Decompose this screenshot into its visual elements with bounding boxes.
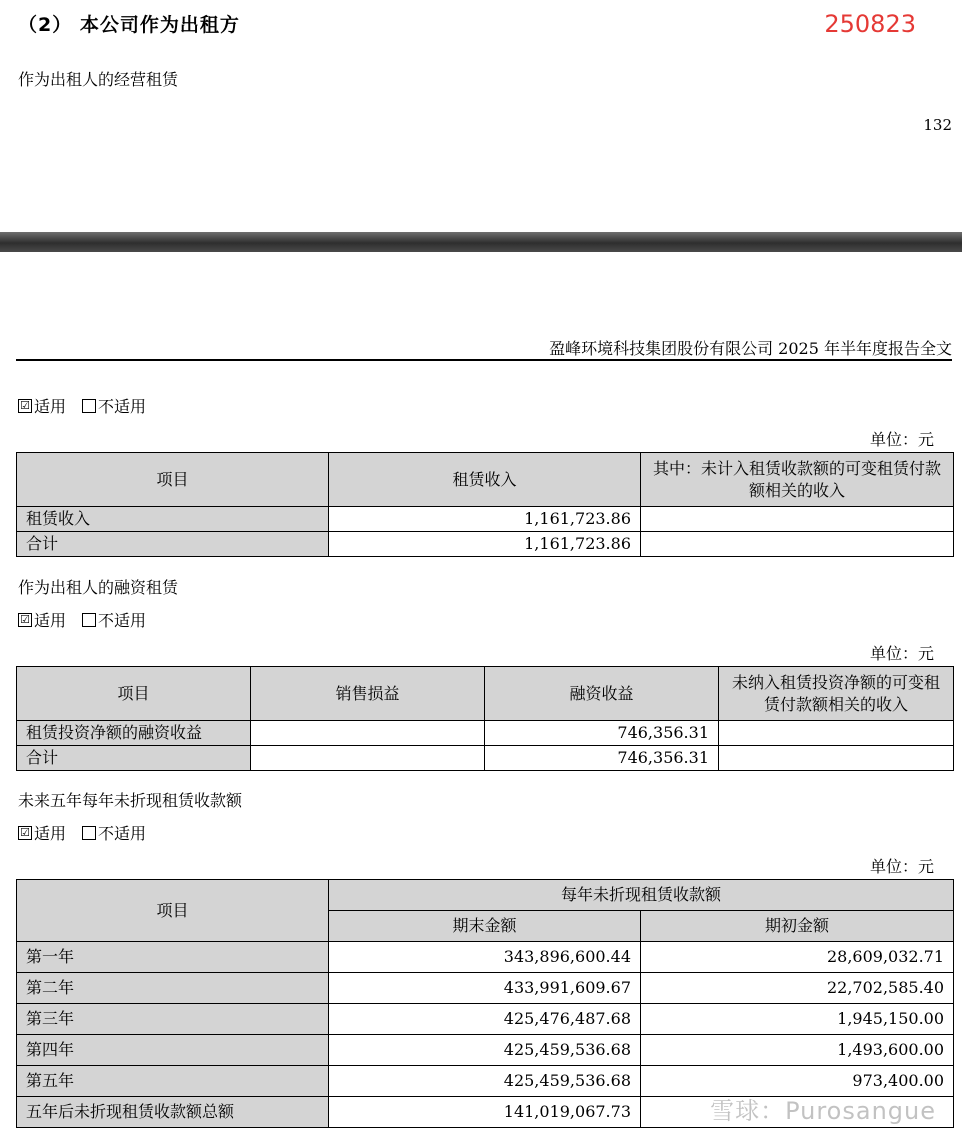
checked-box-icon: ☑ xyxy=(18,399,32,413)
table-group-header: 每年未折现租赁收款额 xyxy=(329,880,954,911)
watermark-text: 雪球：Purosangue xyxy=(710,1097,936,1125)
applicability-checkline xyxy=(18,608,160,631)
report-header-title: 盈峰环境科技集团股份有限公司 2025 年半年度报告全文 xyxy=(549,339,952,358)
row-label: 第一年 xyxy=(17,942,329,973)
row-label: 第二年 xyxy=(17,973,329,1004)
table-row xyxy=(17,1035,954,1066)
unit-label: 单位：元 xyxy=(869,857,934,876)
row-sales xyxy=(251,746,485,771)
row-label: 租赁收入 xyxy=(17,507,329,532)
row-begin: 1,945,150.00 xyxy=(641,1004,954,1035)
section-title: （2） 本公司作为出租方 xyxy=(18,14,240,36)
table-header: 期末金额 xyxy=(329,911,641,942)
row-sales xyxy=(251,721,485,746)
table-header: 项目 xyxy=(17,453,329,507)
table-row xyxy=(17,507,954,532)
row-begin: 973,400.00 xyxy=(641,1066,954,1097)
unchecked-box-icon xyxy=(82,826,96,840)
applicability-checkline xyxy=(18,394,160,417)
row-label: 第五年 xyxy=(17,1066,329,1097)
row-extra xyxy=(719,721,954,746)
finance-lease-title: 作为出租人的融资租赁 xyxy=(18,578,179,597)
table-header: 租赁收入 xyxy=(329,453,641,507)
table-header: 项目 xyxy=(17,667,251,721)
table-row xyxy=(17,721,954,746)
row-begin: 22,702,585.40 xyxy=(641,973,954,1004)
table-header: 期初金额 xyxy=(641,911,954,942)
not-applicable-label: 不适用 xyxy=(98,824,147,843)
row-finance: 746,356.31 xyxy=(485,746,719,771)
applicable-label: 适用 xyxy=(34,397,67,416)
not-applicable-label: 不适用 xyxy=(98,611,147,630)
not-applicable-label: 不适用 xyxy=(98,397,147,416)
unchecked-box-icon xyxy=(82,399,96,413)
row-label: 第三年 xyxy=(17,1004,329,1035)
table-header: 项目 xyxy=(17,880,329,942)
row-label: 合计 xyxy=(17,532,329,557)
table-row xyxy=(17,942,954,973)
row-value: 1,161,723.86 xyxy=(329,532,641,557)
finance-lease-income-table xyxy=(16,666,954,771)
operating-lease-income-table xyxy=(16,452,954,557)
row-label: 租赁投资净额的融资收益 xyxy=(17,721,251,746)
row-end: 425,476,487.68 xyxy=(329,1004,641,1035)
row-extra xyxy=(719,746,954,771)
applicable-label: 适用 xyxy=(34,611,67,630)
row-label: 合计 xyxy=(17,746,251,771)
table-row xyxy=(17,1004,954,1035)
applicable-label: 适用 xyxy=(34,824,67,843)
table-header: 其中：未计入租赁收款额的可变租赁付款额相关的收入 xyxy=(641,453,954,507)
row-begin: 28,609,032.71 xyxy=(641,942,954,973)
page-number: 132 xyxy=(923,116,952,134)
unchecked-box-icon xyxy=(82,613,96,627)
row-end: 343,896,600.44 xyxy=(329,942,641,973)
row-label: 五年后未折现租赁收款额总额 xyxy=(17,1097,329,1128)
row-finance: 746,356.31 xyxy=(485,721,719,746)
operating-lease-subtitle: 作为出租人的经营租赁 xyxy=(18,70,179,89)
table-row xyxy=(17,746,954,771)
table-header: 未纳入租赁投资净额的可变租赁付款额相关的收入 xyxy=(719,667,954,721)
row-value: 1,161,723.86 xyxy=(329,507,641,532)
page-break-divider xyxy=(0,232,962,252)
row-label: 第四年 xyxy=(17,1035,329,1066)
unit-label: 单位：元 xyxy=(869,644,934,663)
row-begin: 1,493,600.00 xyxy=(641,1035,954,1066)
five-year-title: 未来五年每年未折现租赁收款额 xyxy=(18,791,243,810)
row-end: 425,459,536.68 xyxy=(329,1035,641,1066)
row-extra xyxy=(641,507,954,532)
checked-box-icon: ☑ xyxy=(18,826,32,840)
table-row xyxy=(17,532,954,557)
checked-box-icon: ☑ xyxy=(18,613,32,627)
applicability-checkline xyxy=(18,821,160,844)
stamp-number: 250823 xyxy=(824,10,916,38)
unit-label: 单位：元 xyxy=(869,430,934,449)
table-row xyxy=(17,973,954,1004)
table-header: 销售损益 xyxy=(251,667,485,721)
table-header: 融资收益 xyxy=(485,667,719,721)
row-end: 425,459,536.68 xyxy=(329,1066,641,1097)
row-end: 141,019,067.73 xyxy=(329,1097,641,1128)
row-end: 433,991,609.67 xyxy=(329,973,641,1004)
header-rule xyxy=(16,359,952,361)
row-extra xyxy=(641,532,954,557)
